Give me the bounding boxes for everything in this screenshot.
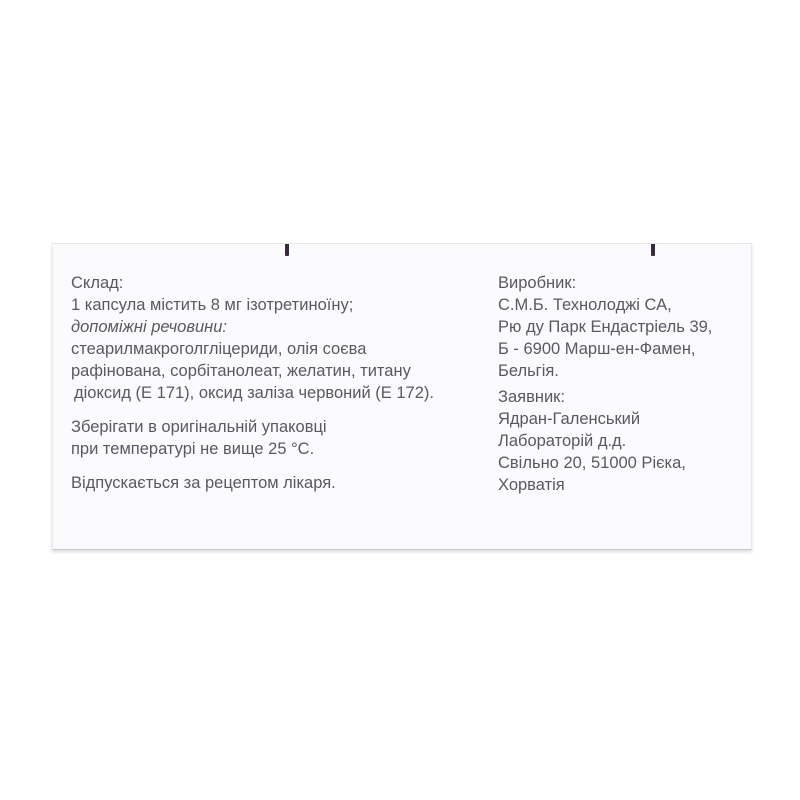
composition-heading: Склад: [71, 274, 124, 292]
composition-column [71, 272, 491, 494]
package-cut-mark-right [651, 244, 655, 256]
excipients-text-2: рафінована, сорбітанолеат, желатин, титану [71, 362, 411, 380]
manufacturer-label: Виробник: [498, 274, 577, 292]
active-ingredient-text: 1 капсула містить 8 мг ізотретиноїну; [71, 296, 354, 314]
manufacturer-address-2: Б - 6900 Марш-ен-Фамен, [498, 340, 696, 358]
dispensing-text: Відпускається за рецептом лікаря. [71, 474, 336, 492]
excipients-text-3: діоксид (Е 171), оксид заліза червоний (Е 172). [74, 384, 434, 402]
package-cut-mark-left [285, 244, 289, 256]
applicant-name-1: Ядран-Галенський [498, 410, 641, 428]
manufacturer-column [498, 272, 748, 496]
manufacturer-address-1: Рю ду Парк Ендастріель 39, [498, 318, 713, 336]
manufacturer-country: Бельгія. [498, 362, 559, 380]
applicant-label: Заявник: [498, 388, 565, 406]
excipients-text-1: стеарилмакроголгліцериди, олія соєва [71, 340, 367, 358]
applicant-name-2: Лабораторій д.д. [498, 432, 627, 450]
applicant-country: Хорватія [498, 476, 565, 494]
storage-text-1: Зберігати в оригінальній упаковці [71, 418, 327, 436]
excipients-label: допоміжні речовини: [71, 318, 227, 336]
package-side-panel [52, 243, 752, 550]
storage-text-2: при температурі не вище 25 °С. [71, 440, 315, 458]
applicant-address: Свільно 20, 51000 Рієка, [498, 454, 686, 472]
manufacturer-name: С.М.Б. Технолоджі СА, [498, 296, 672, 314]
